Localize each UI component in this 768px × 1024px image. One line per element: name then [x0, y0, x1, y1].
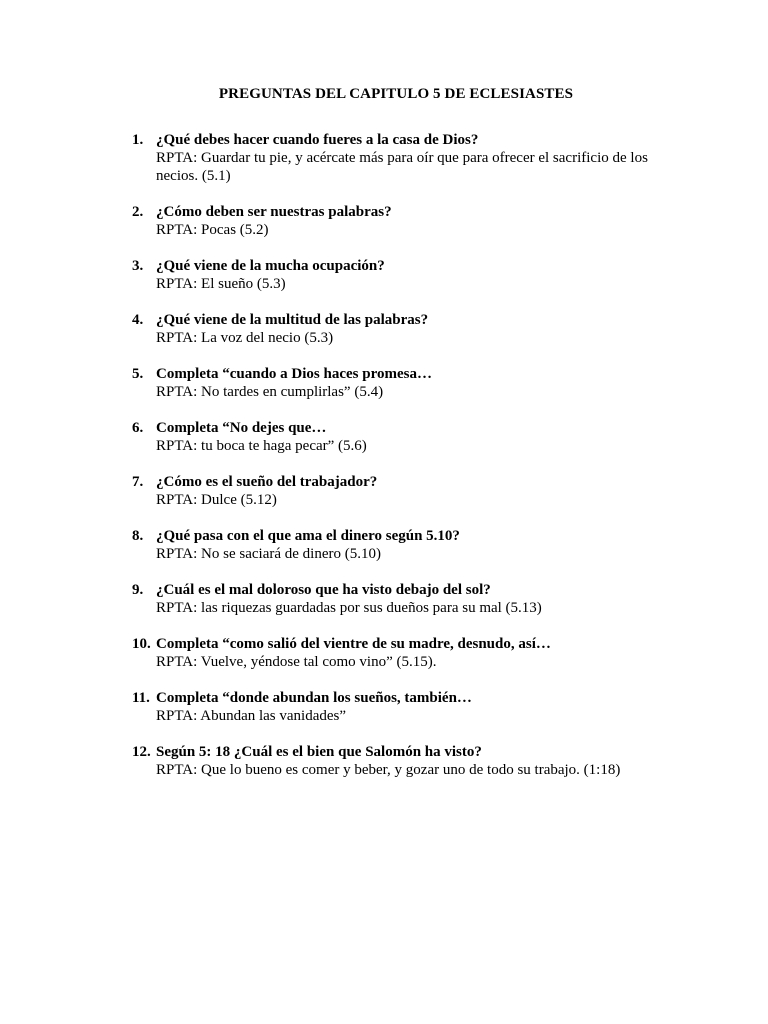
question-item-6: [0, 419, 768, 455]
question-number: 1.: [132, 132, 144, 148]
question-item-7: [0, 473, 768, 509]
answer-text: RPTA: Que lo bueno es comer y beber, y gozar uno de todo su trabajo. (1:18): [156, 762, 621, 778]
question-item-10: [0, 635, 768, 671]
answer-text: RPTA: El sueño (5.3): [156, 276, 286, 292]
question-text: ¿Cuál es el mal doloroso que ha visto debajo del sol?: [156, 582, 491, 598]
question-text: Completa “cuando a Dios haces promesa…: [156, 366, 432, 382]
question-list: [0, 131, 768, 797]
question-text: Según 5: 18 ¿Cuál es el bien que Salomón ha visto?: [156, 744, 482, 760]
question-number: 12.: [132, 744, 151, 760]
question-text: ¿Cómo deben ser nuestras palabras?: [156, 204, 392, 220]
document-title: PREGUNTAS DEL CAPITULO 5 DE ECLESIASTES: [218, 86, 574, 102]
answer-text: RPTA: Pocas (5.2): [156, 222, 269, 238]
question-number: 4.: [132, 312, 144, 328]
question-item-4: [0, 311, 768, 347]
question-number: 5.: [132, 366, 144, 382]
answer-text: RPTA: Vuelve, yéndose tal como vino” (5.15).: [156, 654, 437, 670]
question-item-11: [0, 689, 768, 725]
question-item-9: [0, 581, 768, 617]
question-text: ¿Qué pasa con el que ama el dinero según 5.10?: [156, 528, 460, 544]
question-text: Completa “como salió del vientre de su madre, desnudo, así…: [156, 636, 551, 652]
question-text: Completa “No dejes que…: [156, 420, 327, 436]
question-item-3: [0, 257, 768, 293]
question-number: 2.: [132, 204, 144, 220]
question-item-2: [0, 203, 768, 239]
question-item-5: [0, 365, 768, 401]
answer-text: RPTA: las riquezas guardadas por sus dueños para su mal (5.13): [156, 600, 542, 616]
question-number: 6.: [132, 420, 144, 436]
question-number: 9.: [132, 582, 144, 598]
answer-text: RPTA: Abundan las vanidades”: [156, 708, 347, 724]
answer-text: RPTA: La voz del necio (5.3): [156, 330, 334, 346]
question-item-1: [0, 131, 768, 185]
answer-text: RPTA: No se saciará de dinero (5.10): [156, 546, 381, 562]
question-number: 7.: [132, 474, 144, 490]
question-number: 10.: [132, 636, 151, 652]
answer-text: RPTA: Guardar tu pie, y acércate más para oír que para ofrecer el sacrificio de los necios. (5.1): [156, 150, 648, 184]
question-text: Completa “donde abundan los sueños, también…: [156, 690, 472, 706]
question-number: 11.: [132, 690, 150, 706]
question-number: 3.: [132, 258, 144, 274]
question-text: ¿Qué debes hacer cuando fueres a la casa de Dios?: [156, 132, 479, 148]
answer-text: RPTA: tu boca te haga pecar” (5.6): [156, 438, 367, 454]
question-text: ¿Qué viene de la mucha ocupación?: [156, 258, 385, 274]
question-item-8: [0, 527, 768, 563]
question-text: ¿Cómo es el sueño del trabajador?: [156, 474, 378, 490]
question-text: ¿Qué viene de la multitud de las palabras?: [156, 312, 429, 328]
question-number: 8.: [132, 528, 144, 544]
answer-text: RPTA: Dulce (5.12): [156, 492, 277, 508]
question-item-12: [0, 743, 768, 779]
answer-text: RPTA: No tardes en cumplirlas” (5.4): [156, 384, 384, 400]
